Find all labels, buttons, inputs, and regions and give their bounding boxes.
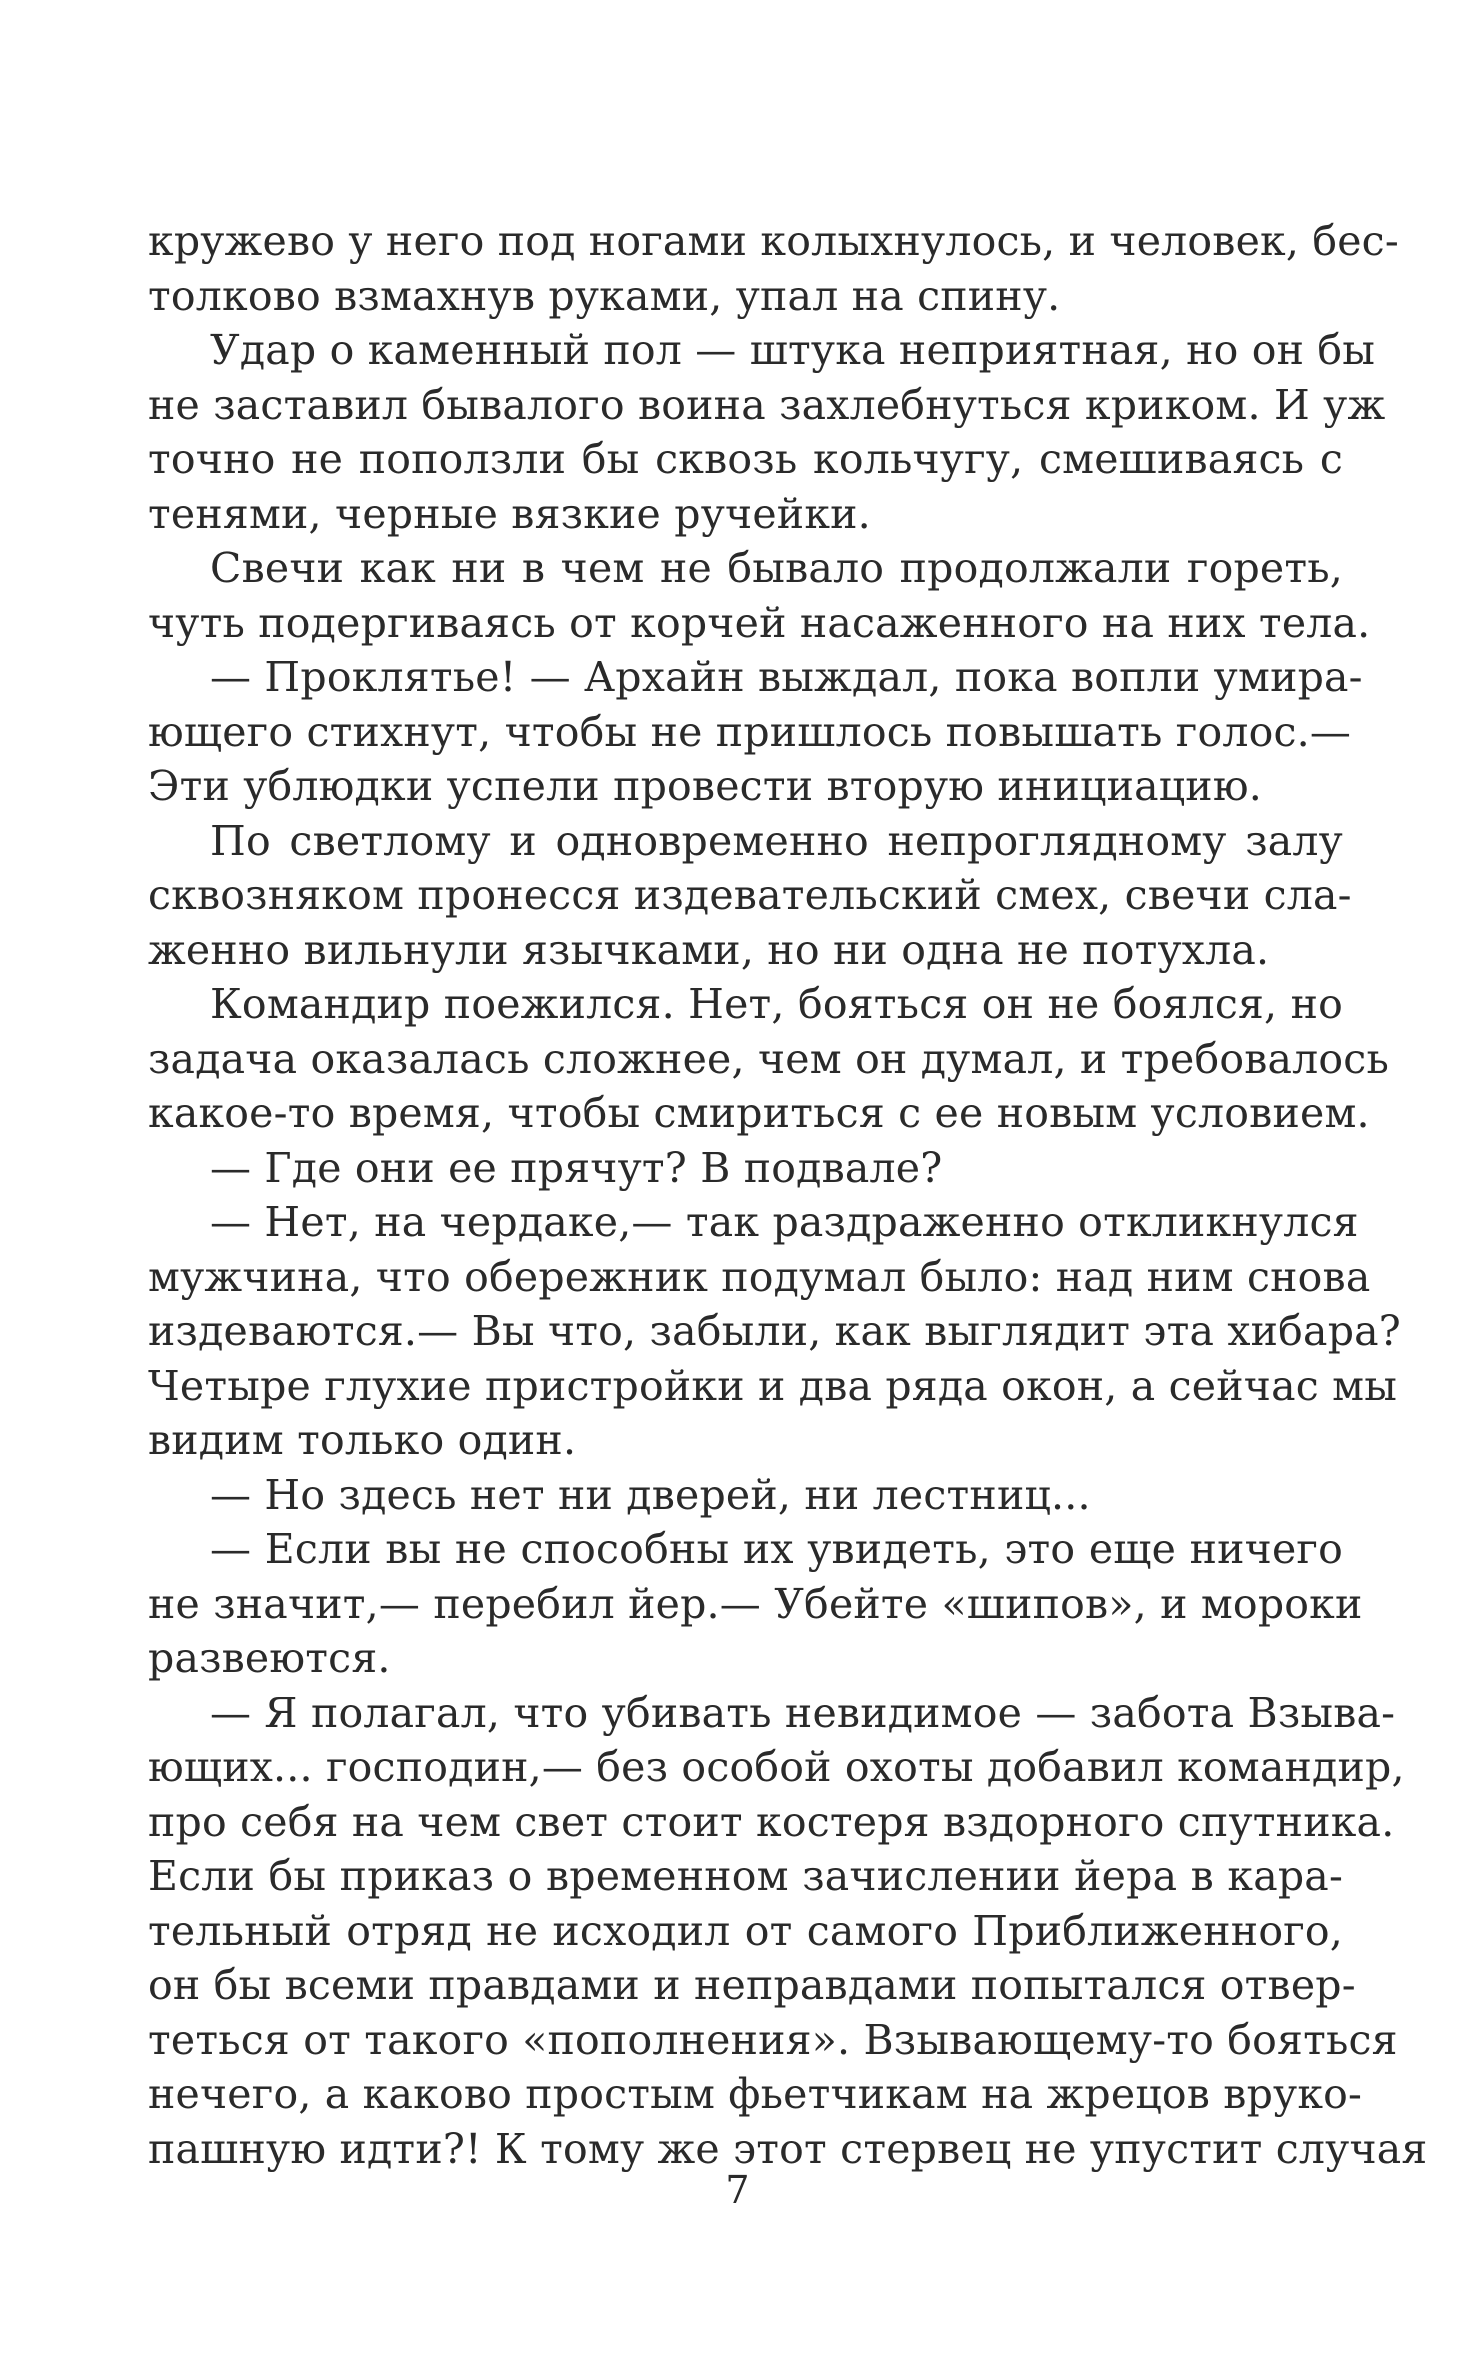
text-line: ющего стихнут, чтобы не пришлось повышать голос.— (148, 707, 1352, 756)
text-line: пашную идти?! К тому же этот стервец не упустит случая (148, 2124, 1428, 2173)
text-line: он бы всеми правдами и неправдами попытался отвер- (148, 1961, 1356, 2009)
text-line: задача оказалась сложнее, чем он думал, и требовалось (148, 1034, 1389, 1083)
text-line: видим только один. (148, 1416, 577, 1464)
text-line: Если бы приказ о временном зачислении йера в кара- (148, 1852, 1343, 1900)
text-line: кружево у него под ногами колыхнулось, и человек, бес- (148, 217, 1399, 265)
text-line: про себя на чем свет стоит костеря вздорного спутника. (148, 1797, 1395, 1846)
text-line: мужчина, что обережник подумал было: над ним снова (148, 1252, 1371, 1301)
text-line: Свечи как ни в чем не бывало продолжали гореть, (210, 544, 1343, 592)
text-line: тельный отряд не исходил от самого Приближенного, (148, 1906, 1343, 1955)
text-line: не значит,— перебил йер.— Убейте «шипов», и мороки (148, 1579, 1363, 1628)
text-line: сквозняком пронесся издевательский смех, свечи сла- (148, 871, 1352, 919)
body-text (148, 214, 1428, 2176)
text-line: чуть подергиваясь от корчей насаженного на них тела. (148, 598, 1371, 647)
text-line: — Проклятье! — Архайн выждал, пока вопли умира- (210, 653, 1363, 701)
text-line: Эти ублюдки успели провести вторую инициацию. (148, 762, 1262, 810)
text-line: Четыре глухие пристройки и два ряда окон, а сейчас мы (148, 1361, 1398, 1410)
text-line: какое-то время, чтобы смириться с ее новым условием. (148, 1089, 1370, 1137)
text-line: — Где они ее прячут? В подвале? (210, 1143, 943, 1192)
text-line: издеваются.— Вы что, забыли, как выглядит эта хибара? (148, 1307, 1401, 1355)
text-line: — Если вы не способны их увидеть, это еще ничего (210, 1525, 1343, 1573)
text-line: не заставил бывалого воина захлебнуться криком. И уж (148, 380, 1386, 429)
text-line: тенями, черные вязкие ручейки. (148, 489, 871, 538)
text-line: точно не поползли бы сквозь кольчугу, смешиваясь с (148, 435, 1343, 483)
page-number: 7 (725, 2168, 750, 2212)
text-line: — Нет, на чердаке,— так раздраженно откликнулся (210, 1198, 1359, 1246)
text-line: По светлому и одновременно непроглядному залу (210, 816, 1343, 865)
text-line: женно вильнули язычками, но ни одна не потухла. (148, 925, 1270, 974)
text-line: развеются. (148, 1634, 391, 1682)
text-line: — Но здесь нет ни дверей, ни лестниц... (210, 1470, 1091, 1519)
text-line: ющих... господин,— без особой охоты добавил командир, (148, 1743, 1405, 1791)
text-line: теться от такого «пополнения». Взывающему-то бояться (148, 2015, 1398, 2064)
text-line: Удар о каменный пол — штука неприятная, но он бы (210, 326, 1376, 374)
text-line: — Я полагал, что убивать невидимое — забота Взыва- (210, 1688, 1396, 1737)
text-line: Командир поежился. Нет, бояться он не боялся, но (210, 980, 1343, 1028)
text-line: нечего, а каково простым фьетчикам на жрецов вруко- (148, 2070, 1363, 2118)
text-line: толково взмахнув руками, упал на спину. (148, 271, 1061, 320)
